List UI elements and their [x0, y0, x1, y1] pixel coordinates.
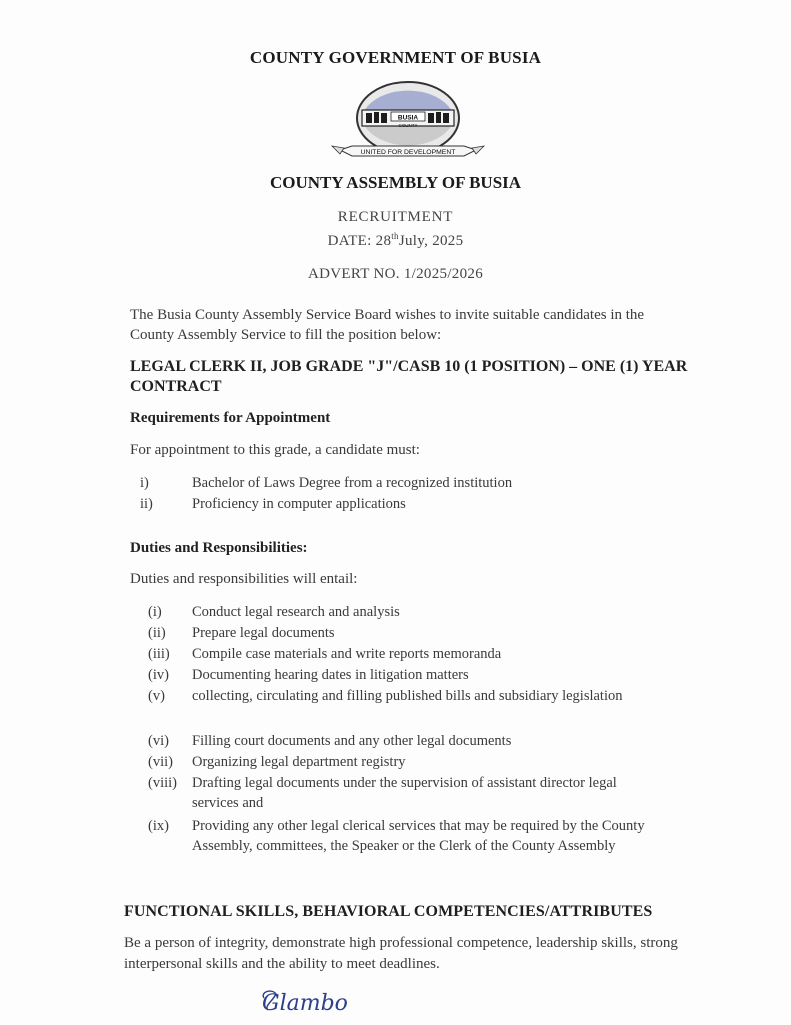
date-suffix-ordinal: th	[391, 231, 399, 241]
list-item-text: Compile case materials and write reports memoranda	[192, 646, 502, 662]
position-title: LEGAL CLERK II, JOB GRADE "J"/CASB 10 (1 POSITION) – ONE (1) YEAR CONTRACT	[130, 358, 688, 395]
list-item-number: ii)	[140, 496, 153, 512]
requirements-heading: Requirements for Appointment	[130, 410, 331, 426]
list-item	[130, 773, 690, 816]
list-item-text: collecting, circulating and filling published bills and subsidiary legislation	[192, 688, 623, 704]
logo-busia-text: BUSIA	[397, 114, 419, 122]
list-item-text: Providing any other legal clerical services that may be required by the County Assembly, committees, the Speaker or the Clerk of the County Assembly	[192, 818, 645, 854]
list-item-text: Organizing legal department registry	[192, 754, 406, 770]
county-assembly-heading: COUNTY ASSEMBLY OF BUSIA	[269, 173, 522, 192]
functional-skills-text: Be a person of integrity, demonstrate high professional competence, leadership skills, strong interpersonal skills and the ability to meet deadlines.	[124, 935, 678, 972]
duties-list	[130, 602, 690, 878]
logo-county-text: COUNTY	[398, 123, 418, 128]
duties-heading: Duties and Responsibilities:	[130, 540, 308, 556]
requirements-list	[130, 473, 690, 515]
list-item	[130, 752, 690, 773]
list-item-number: (vi)	[148, 733, 169, 749]
advert-number: ADVERT NO. 1/2025/2026	[307, 266, 483, 282]
list-item	[130, 816, 690, 878]
duties-intro: Duties and responsibilities will entail:	[130, 571, 358, 587]
list-item-number: i)	[140, 475, 149, 491]
county-government-heading: COUNTY GOVERNMENT OF BUSIA	[249, 48, 542, 67]
list-item-number: (ix)	[148, 818, 169, 834]
list-item	[130, 494, 690, 515]
recruitment-label: RECRUITMENT	[337, 209, 454, 225]
list-item-number: (viii)	[148, 775, 177, 791]
logo-motto-text: UNITED FOR DEVELOPMENT	[360, 149, 456, 156]
advert-date	[0, 231, 791, 250]
list-item-text: Conduct legal research and analysis	[192, 604, 400, 620]
list-item	[130, 623, 690, 644]
list-item	[130, 665, 690, 686]
date-prefix: DATE: 28	[327, 233, 392, 249]
list-item-text: Filling court documents and any other legal documents	[192, 733, 512, 749]
signature-graphic	[258, 984, 378, 1020]
intro-paragraph: The Busia County Assembly Service Board wishes to invite suitable candidates in the County Assembly Service to fill the position below:	[130, 307, 645, 343]
busia-crest-icon	[0, 76, 791, 176]
list-item-number: (v)	[148, 688, 165, 704]
list-item-number: (iv)	[148, 667, 169, 683]
list-item	[130, 473, 690, 494]
list-item	[130, 602, 690, 623]
list-item	[130, 686, 690, 731]
list-item-text: Bachelor of Laws Degree from a recognized institution	[192, 475, 513, 491]
list-item-number: (vii)	[148, 754, 173, 770]
list-item-number: (ii)	[148, 625, 166, 641]
list-item-text: Proficiency in computer applications	[192, 496, 406, 512]
list-item-number: (iii)	[148, 646, 170, 662]
list-item-number: (i)	[148, 604, 162, 620]
list-item-text: Drafting legal documents under the supervision of assistant director legal services and	[192, 775, 617, 811]
list-item-text: Prepare legal documents	[192, 625, 335, 641]
handwritten-signature	[258, 984, 378, 1020]
list-item-text: Documenting hearing dates in litigation matters	[192, 667, 469, 683]
list-item	[130, 644, 690, 665]
county-logo	[0, 76, 791, 176]
requirements-intro: For appointment to this grade, a candidate must:	[130, 442, 420, 458]
signature-text: Glambo	[262, 991, 348, 1016]
list-item	[130, 731, 690, 752]
functional-skills-heading: FUNCTIONAL SKILLS, BEHAVIORAL COMPETENCIES/ATTRIBUTES	[124, 903, 653, 920]
date-month-year: July, 2025	[398, 233, 464, 249]
